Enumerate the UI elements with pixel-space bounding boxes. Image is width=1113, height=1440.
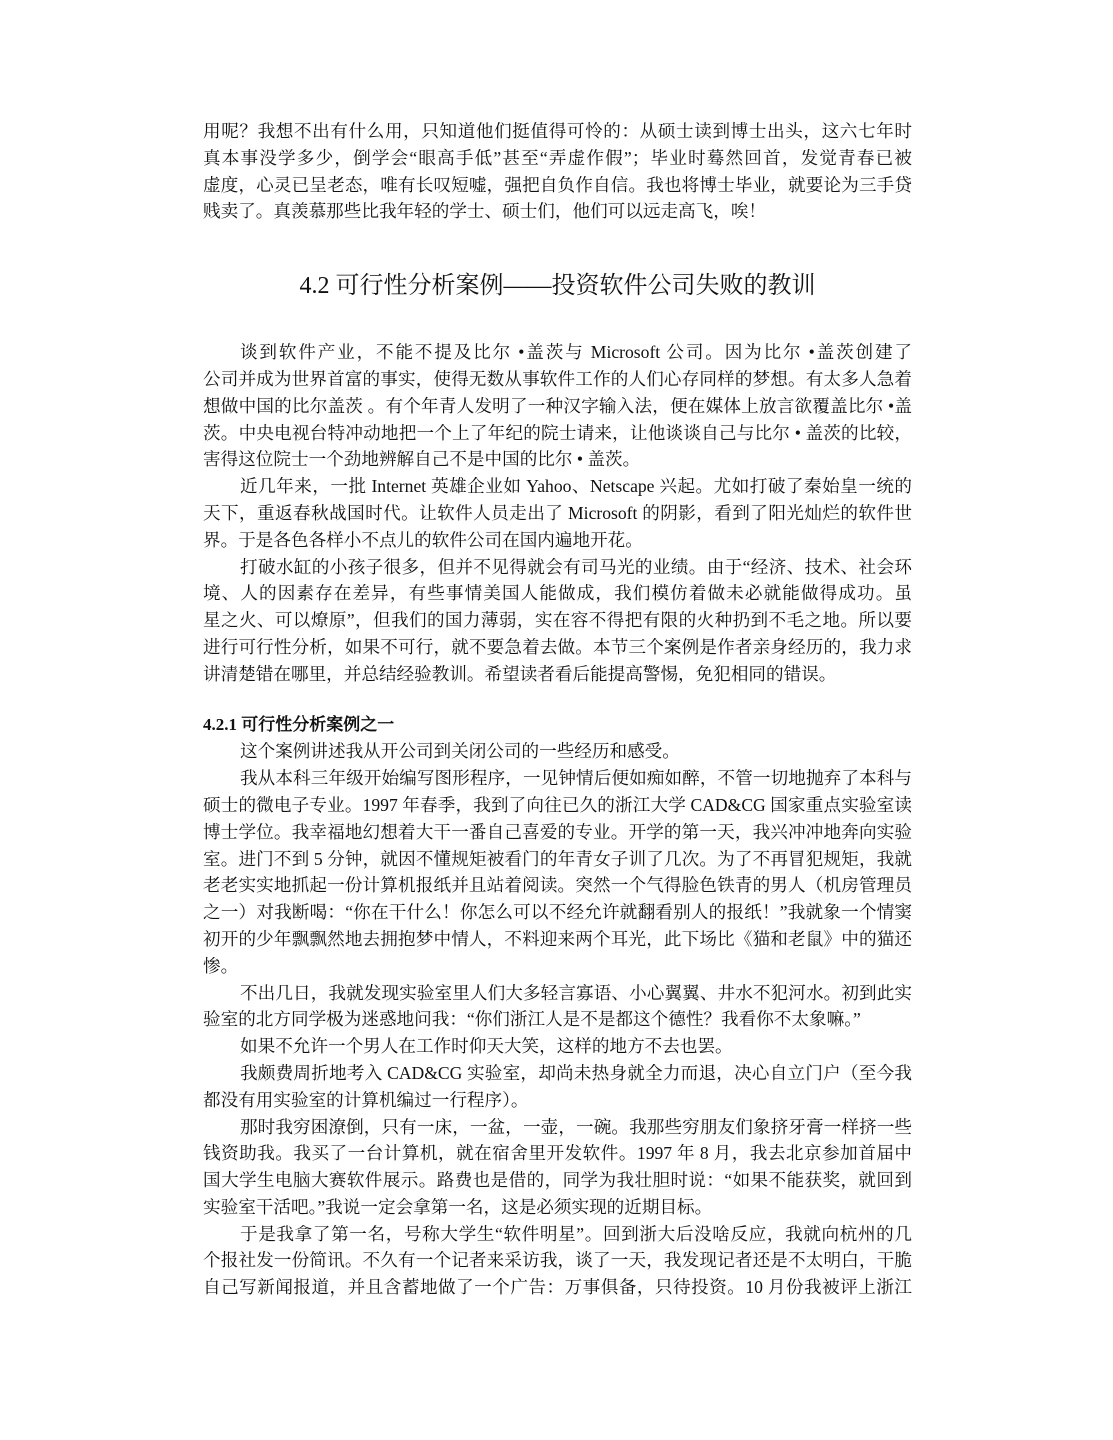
text-line: 那时我穷困潦倒，只有一床，一盆，一壶，一碗。我那些穷朋友们象挤牙膏一样挤一些 (240, 1116, 912, 1137)
text-line: 于是我拿了第一名，号称大学生“软件明星”。回到浙大后没啥反应，我就向杭州的几 (240, 1223, 912, 1244)
section-heading: 4.2 可行性分析案例——投资软件公司失败的教训 (299, 273, 816, 300)
text-line: 博士学位。我幸福地幻想着大干一番自己喜爱的专业。开学的第一天，我兴冲冲地奔向实验 (203, 821, 912, 842)
text-line: 老老实实地抓起一份计算机报纸并且站着阅读。突然一个气得脸色铁青的男人（机房管理员 (203, 875, 912, 896)
text-line: 国大学生电脑大赛软件展示。路费也是借的，同学为我壮胆时说：“如果不能获奖，就回到 (203, 1170, 912, 1191)
text-line: 境、人的因素存在差异，有些事情美国人能做成，我们模仿着做未必就能做得成功。虽 (203, 583, 912, 604)
text-line: 公司并成为世界首富的事实，使得无数从事软件工作的人们心存同样的梦想。有太多人急着 (203, 368, 912, 389)
paragraph (203, 1114, 912, 1221)
text-line: 界。于是各色各样小不点儿的软件公司在国内遍地开花。 (203, 529, 643, 550)
text-line: 这个案例讲述我从开公司到关闭公司的一些经历和感受。 (240, 741, 680, 762)
text-line: 打破水缸的小孩子很多，但并不见得就会有司马光的业绩。由于“经济、技术、社会环 (240, 556, 912, 577)
text-line: 想做中国的比尔盖茨 。有个年青人发明了一种汉字输入法，便在媒体上放言欲覆盖比尔 •盖 (203, 395, 912, 416)
paragraph (203, 118, 912, 225)
text-line: 不出几日，我就发现实验室里人们大多轻言寡语、小心翼翼、井水不犯河水。初到此实 (240, 982, 912, 1003)
text-line: 天下，重返春秋战国时代。让软件人员走出了 Microsoft 的阴影，看到了阳光灿烂的软件世 (203, 502, 912, 523)
text-line: 真本事没学多少，倒学会“眼高手低”甚至“弄虚作假”；毕业时蓦然回首，发觉青春已被 (203, 147, 912, 168)
text-line: 都没有用实验室的计算机编过一行程序）。 (203, 1089, 529, 1110)
text-line: 我从本科三年级开始编写图形程序，一见钟情后便如痴如醉，不管一切地抛弃了本科与 (240, 768, 912, 789)
paragraph (203, 1221, 912, 1301)
text-line: 惨。 (203, 955, 239, 976)
text-line: 验室的北方同学极为迷惑地问我：“你们浙江人是不是都这个德性？我看你不太象嘛。” (203, 1009, 861, 1030)
paragraph (203, 980, 912, 1034)
text-line: 讲清楚错在哪里，并总结经验教训。希望读者看后能提高警惕，免犯相同的错误。 (203, 663, 837, 684)
paragraph (203, 554, 912, 688)
text-line: 初开的少年飘飘然地去拥抱梦中情人，不料迎来两个耳光，此下场比《猫和老鼠》中的猫还 (203, 928, 912, 949)
text-line: 星之火、可以燎原”，但我们的国力薄弱，实在容不得把有限的火种扔到不毛之地。所以要 (203, 610, 912, 631)
text-line: 贱卖了。真羡慕那些比我年轻的学士、硕士们，他们可以远走高飞，唉！ (203, 201, 767, 222)
text-line: 害得这位院士一个劲地辨解自己不是中国的比尔 • 盖茨。 (203, 449, 641, 470)
text-line: 之一）对我断喝：“你在干什么！你怎么可以不经允许就翻看别人的报纸！”我就象一个情窦 (203, 902, 912, 923)
text-line: 钱资助我。我买了一台计算机，就在宿舍里开发软件。1997 年 8 月，我去北京参加首届中 (203, 1143, 912, 1164)
text-line: 室。进门不到 5 分钟，就因不懂规矩被看门的年青女子训了几次。为了不再冒犯规矩，我就 (203, 848, 912, 869)
paragraph (203, 1060, 912, 1114)
paragraph (203, 738, 912, 765)
paragraph (203, 339, 912, 473)
text-line: 近几年来，一批 Internet 英雄企业如 Yahoo、Netscape 兴起。尤如打破了秦始皇一统的 (240, 476, 912, 497)
text-line: 茨。中央电视台特冲动地把一个上了年纪的院士请来，让他谈谈自己与比尔 • 盖茨的比较， (203, 422, 912, 443)
text-line: 个报社发一份简讯。不久有一个记者来采访我，谈了一天，我发现记者还是不太明白，干脆 (203, 1250, 912, 1271)
text-line: 谈到软件产业，不能不提及比尔 •盖茨与 Microsoft 公司。因为比尔 •盖茨创建了 (240, 342, 912, 363)
text-line: 我颇费周折地考入 CAD&CG 实验室，却尚未热身就全力而退，决心自立门户（至今我 (240, 1062, 912, 1083)
subsection-heading: 4.2.1 可行性分析案例之一 (203, 714, 395, 734)
paragraph (203, 1033, 912, 1060)
text-line: 硕士的微电子专业。1997 年春季，我到了向往已久的浙江大学 CAD&CG 国家重点实验室读 (203, 794, 912, 815)
text-line: 自己写新闻报道，并且含蓄地做了一个广告：万事俱备，只待投资。10 月份我被评上浙江 (203, 1277, 912, 1298)
text-line: 实验室干活吧。”我说一定会拿第一名，这是必须实现的近期目标。 (203, 1196, 713, 1217)
text-line: 虚度，心灵已呈老态，唯有长叹短嘘，强把自负作自信。我也将博士毕业，就要论为三手贷 (203, 174, 912, 195)
text-line: 进行可行性分析，如果不可行，就不要急着去做。本节三个案例是作者亲身经历的，我力求 (203, 636, 912, 657)
text-line: 如果不允许一个男人在工作时仰天大笑，这样的地方不去也罢。 (240, 1036, 733, 1057)
document-page (203, 118, 912, 1301)
paragraph (203, 765, 912, 979)
text-line: 用呢？我想不出有什么用，只知道他们挺值得可怜的：从硕士读到博士出头，这六七年时 (203, 121, 912, 141)
paragraph (203, 473, 912, 553)
